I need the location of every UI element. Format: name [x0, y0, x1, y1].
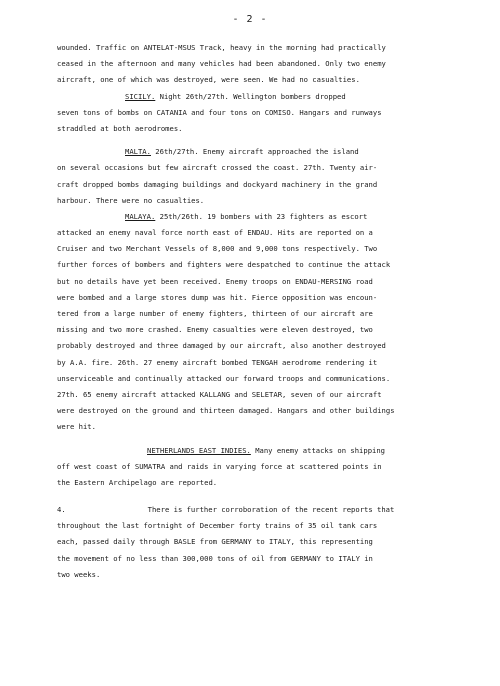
paragraph-number: 4. [57, 505, 66, 515]
text-line: harbour. There were no casualties. [57, 195, 205, 205]
text-line: craft dropped bombs damaging buildings and dockyard machinery in the grand [57, 179, 378, 189]
text-line: SICILY. Night 26th/27th. Wellington bombers dropped [125, 91, 346, 101]
text-line: throughout the last fortnight of December forty trains of 35 oil tank cars [57, 521, 378, 531]
paragraph-4-oil-trains [57, 502, 462, 583]
text-line: were bombed and a large stores dump was hit. Fierce opposition was encoun- [57, 292, 378, 302]
text-line: probably destroyed and three damaged by our aircraft, also another destroyed [57, 341, 386, 351]
text-line: straddled at both aerodromes. [57, 123, 183, 133]
text-line: each, passed daily through BASLE from GERMANY to ITALY, this representing [57, 537, 373, 547]
text-line: 4. There is further corroboration of the recent reports that [57, 505, 395, 515]
text-line: further forces of bombers and fighters were despatched to continue the attack [57, 260, 391, 270]
text-line: by A.A. fire. 26th. 27 enemy aircraft bombed TENGAH aerodrome rendering it [57, 357, 378, 367]
text-line: MALAYA. 25th/26th. 19 bombers with 23 fighters as escort [125, 211, 368, 221]
paragraph-malaya [57, 209, 462, 436]
text-line: off west coast of SUMATRA and raids in varying force at scattered points in [57, 461, 382, 471]
section-heading: SICILY. [125, 91, 156, 101]
text-line: aircraft, one of which was destroyed, were seen. We had no casualties. [57, 75, 360, 85]
text-line: the Eastern Archipelago are reported. [57, 477, 218, 487]
paragraph-sicily [57, 89, 462, 138]
section-heading: NETHERLANDS EAST INDIES. [147, 445, 251, 455]
text-line: wounded. Traffic on ANTELAT-MSUS Track, heavy in the morning had practically [57, 43, 386, 52]
paragraph-desert [57, 40, 462, 89]
text-line: were hit. [57, 422, 96, 432]
text-line: attacked an enemy naval force north east of ENDAU. Hits are reported on a [57, 228, 373, 238]
page-number: - 2 - [232, 14, 268, 25]
text-line: seven tons of bombs on CATANIA and four tons on COMISO. Hangars and runways [57, 107, 382, 117]
text-line: tered from a large number of enemy fighters, thirteen of our aircraft are [57, 309, 373, 318]
document-body [57, 40, 462, 583]
text-line: Cruiser and two Merchant Vessels of 8,000 and 9,000 tons respectively. Two [57, 244, 378, 254]
text-line: but no details have yet been received. Enemy troops on ENDAU-MERSING road [57, 276, 373, 286]
paragraph-malta [57, 144, 462, 209]
text-line: ceased in the afternoon and many vehicles had been abandoned. Only two enemy [57, 59, 386, 69]
text-line: MALTA. 26th/27th. Enemy aircraft approached the island [125, 147, 359, 157]
text-line: missing and two more crashed. Enemy casualties were eleven destroyed, two [57, 325, 373, 335]
text-line: two weeks. [57, 569, 101, 579]
text-line: the movement of no less than 300,000 tons of oil from GERMANY to ITALY in [57, 553, 373, 563]
text-line: on several occasions but few aircraft crossed the coast. 27th. Twenty air- [57, 163, 378, 173]
text-line: 27th. 65 enemy aircraft attacked KALLANG and SELETAR, seven of our aircraft [57, 389, 382, 399]
text-line: were destroyed on the ground and thirteen damaged. Hangars and other buildings [57, 406, 395, 416]
paragraph-netherlands-east-indies [57, 443, 462, 492]
text-line: unserviceable and continually attacked our forward troops and communications. [57, 373, 391, 383]
text-line: NETHERLANDS EAST INDIES. Many enemy attacks on shipping [147, 445, 386, 455]
section-heading: MALAYA. [125, 211, 156, 221]
section-heading: MALTA. [125, 147, 151, 157]
